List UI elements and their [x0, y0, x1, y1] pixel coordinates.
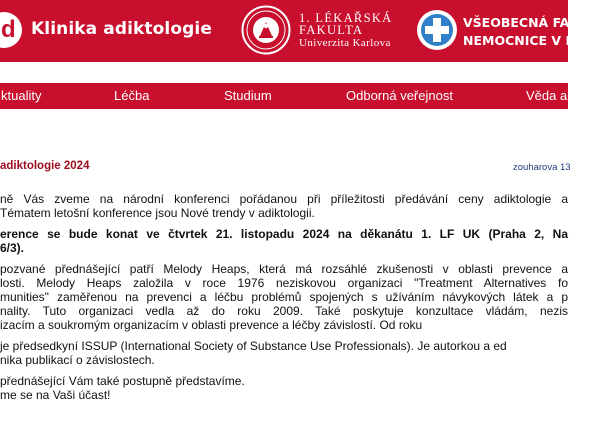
faculty-line-3: Univerzita Karlova [299, 37, 391, 49]
text-line: erence se bude konat ve čtvrtek 21. listopadu 2024 na děkanátu 1. LF UK (Praha 2, Na [0, 227, 568, 241]
hospital-cross-icon[interactable] [416, 9, 458, 51]
paragraph-issup [0, 339, 568, 367]
text-line: Tématem letošní konference jsou Nové trendy v adiktologii. [0, 206, 315, 220]
hospital-name[interactable] [463, 14, 589, 50]
text-line: ně Vás zveme na národní konferenci pořádanou při příležitosti předávání ceny adiktologie a [0, 192, 568, 206]
text-line: nika publikací o závislostech. [0, 353, 155, 367]
nav-item-odborna-verejnost[interactable]: Odborná veřejnost [346, 88, 453, 103]
text-line: izacím a soukromým organizacím v oblasti prevence a léčby závislostí. Od roku [0, 318, 423, 332]
faculty-name[interactable] [299, 12, 392, 49]
text-line: 6/3). [0, 241, 25, 255]
hospital-line-2: NEMOCNICE V PR [463, 33, 585, 48]
text-line: nality. Tuto organizaci vedla až do roku 2009. Také poskytuje konzultace vládám, nezis [0, 304, 568, 318]
text-line: munities" zaměřenou na prevenci a léčbu problémů spojených s užíváním návykových látek a p [0, 290, 568, 304]
site-title[interactable]: Klinika adiktologie [31, 19, 212, 39]
paragraph-invitation [0, 192, 568, 220]
hospital-line-1: VŠEOBECNÁ FAKU [463, 15, 589, 30]
nav-item-studium[interactable]: Studium [224, 88, 272, 103]
text-line: přednášející Vám také postupně představíme. [0, 374, 245, 388]
text-line: losti. Melody Heaps založila v roce 1976 neziskovou organizaci "Treatment Alternatives fo [0, 276, 568, 290]
text-line: pozvané přednášející patří Melody Heaps, která má rozsáhlé zkušenosti v oblasti prevence a [0, 262, 568, 276]
klinika-logo-icon[interactable] [0, 12, 22, 48]
paragraph-venue [0, 227, 568, 255]
article-body [0, 192, 568, 409]
text-line: me se na Vaši účast! [0, 388, 111, 402]
article-title: adiktologie 2024 [0, 160, 90, 172]
faculty-line-1: 1. LÉKAŘSKÁ [299, 11, 393, 25]
text-line: je předsedkyní ISSUP (International Society of Substance Use Professionals). Je autorkou a ed [0, 339, 507, 353]
site-header [0, 0, 589, 62]
paragraph-speaker [0, 262, 568, 332]
nav-item-veda[interactable]: Věda a [526, 88, 568, 103]
nav-item-lecba[interactable]: Léčba [114, 88, 150, 103]
article-author[interactable]: zouharova 13 [513, 162, 571, 173]
faculty-seal-icon[interactable] [241, 5, 291, 55]
paragraph-closing [0, 374, 568, 402]
faculty-line-2: FAKULTA [299, 23, 364, 37]
main-navigation [0, 83, 568, 109]
logo-letter: d [1, 16, 16, 43]
nav-item-aktuality[interactable]: ktuality [1, 88, 42, 103]
